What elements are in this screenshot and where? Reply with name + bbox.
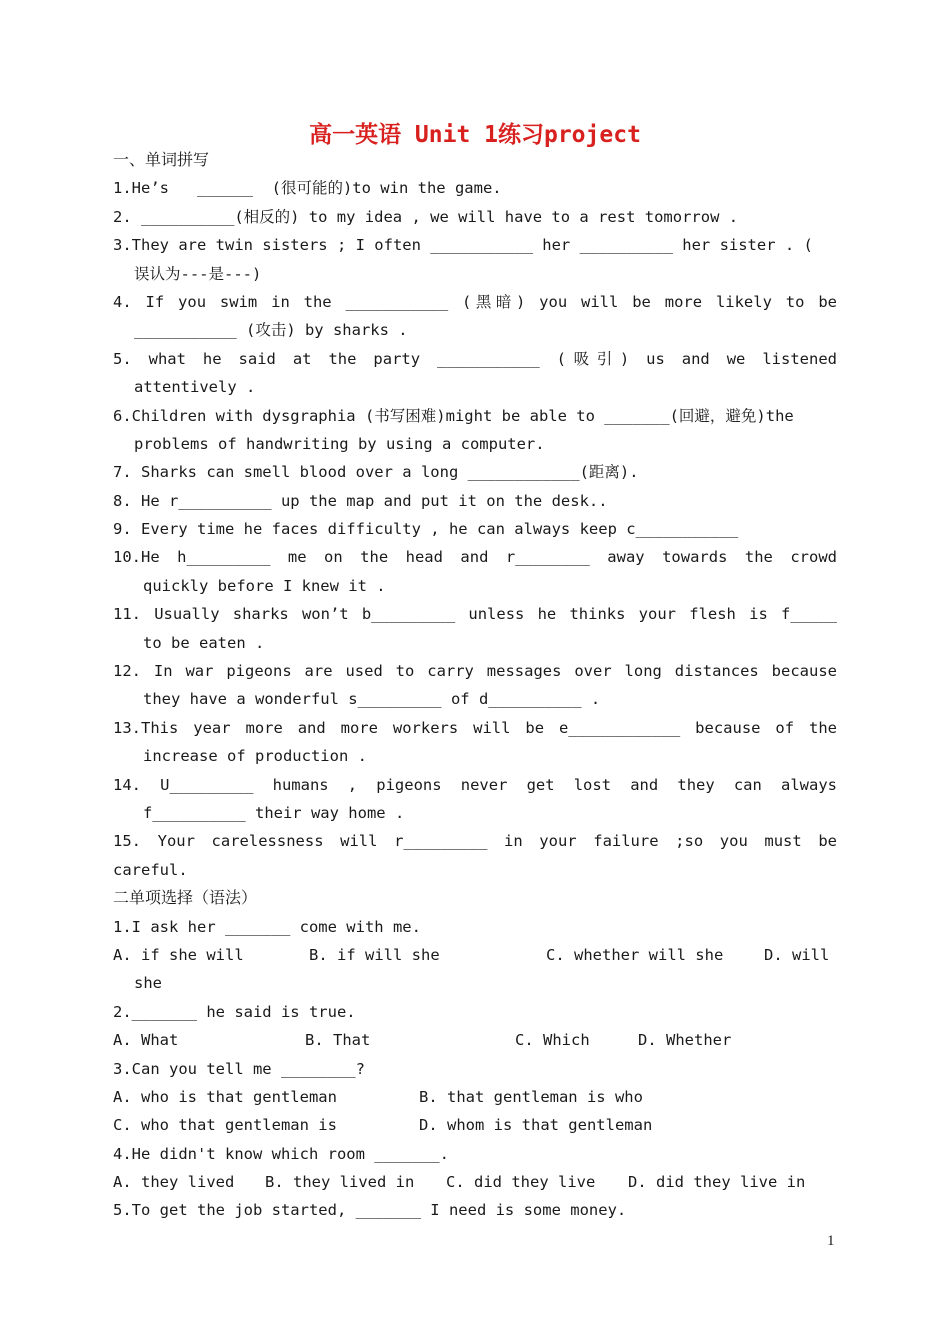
options-row bbox=[113, 941, 837, 969]
question-line: 5. what he said at the party ___________ (吸引) us and we listened bbox=[113, 349, 837, 368]
question-line-continued: to be eaten . bbox=[143, 633, 265, 652]
option-c: C. did they live bbox=[446, 1173, 596, 1192]
option-a: A. who is that gentleman bbox=[113, 1087, 337, 1106]
question-stem: 3.Can you tell me ________? bbox=[113, 1059, 365, 1078]
option-b: B. they lived in bbox=[265, 1173, 415, 1192]
option-d: D. did they live in bbox=[628, 1173, 806, 1192]
question-line: 7. Sharks can smell blood over a long ____________(距离). bbox=[113, 463, 639, 482]
question-line-continued: 误认为---是---) bbox=[134, 264, 262, 283]
option-d: D. Whether bbox=[638, 1031, 732, 1050]
option-b: B. if will she bbox=[309, 945, 440, 964]
question-line: 3.They are twin sisters ; I often ___________ her __________ her sister . ( bbox=[113, 236, 813, 255]
question-stem: 4.He didn't know which room _______. bbox=[113, 1144, 449, 1163]
options-row bbox=[113, 1111, 837, 1139]
question-line: 15. Your carelessness will r_________ in your failure ;so you must be bbox=[113, 832, 837, 851]
options-row bbox=[113, 1026, 837, 1054]
question-line-continued: quickly before I knew it . bbox=[143, 576, 386, 595]
question-line: 13.This year more and more workers will be e____________ because of the bbox=[113, 718, 837, 737]
question-line: 14. U_________ humans , pigeons never get lost and they can always bbox=[113, 775, 837, 794]
option-d: D. will bbox=[764, 945, 830, 964]
question-stem: 5.To get the job started, _______ I need is some money. bbox=[113, 1201, 627, 1220]
question-line-continued: they have a wonderful s_________ of d__________ . bbox=[143, 690, 601, 709]
question-line: 8. He r__________ up the map and put it on the desk.. bbox=[113, 491, 608, 510]
question-line-continued: ___________ (攻击) by sharks . bbox=[134, 321, 408, 340]
question-line: 10.He h_________ me on the head and r________ away towards the crowd bbox=[113, 548, 837, 567]
option-c: C. whether will she bbox=[546, 945, 724, 964]
option-continued: she bbox=[134, 974, 162, 993]
section-heading-grammar: 二单项选择（语法） bbox=[113, 888, 258, 908]
option-a: A. they lived bbox=[113, 1173, 235, 1192]
page-title: 高一英语 Unit 1练习project bbox=[309, 122, 641, 148]
question-line-continued: f__________ their way home . bbox=[143, 803, 405, 822]
question-line-continued: attentively . bbox=[134, 378, 256, 397]
option-c: C. who that gentleman is bbox=[113, 1116, 337, 1135]
section-heading-spelling: 一、单词拼写 bbox=[113, 150, 210, 169]
page-number: 1 bbox=[827, 1233, 835, 1249]
question-line: 9. Every time he faces difficulty , he can always keep c___________ bbox=[113, 520, 739, 539]
options-row bbox=[113, 1168, 837, 1196]
options-row bbox=[113, 1083, 837, 1111]
question-line: 4. If you swim in the ___________ (黑暗) you will be more likely to be bbox=[113, 292, 837, 311]
option-c: C. Which bbox=[515, 1031, 590, 1050]
question-line: 12. In war pigeons are used to carry messages over long distances because bbox=[113, 662, 837, 681]
option-a: A. What bbox=[113, 1031, 179, 1050]
question-line: 2. __________(相反的) to my idea , we will have to a rest tomorrow . bbox=[113, 207, 739, 226]
question-line-continued: increase of production . bbox=[143, 747, 367, 766]
option-b: B. that gentleman is who bbox=[419, 1087, 643, 1106]
question-line: 6.Children with dysgraphia (书写困难)might be able to _______(回避，避免)the bbox=[113, 406, 794, 425]
question-stem: 1.I ask her _______ come with me. bbox=[113, 917, 421, 936]
question-line: 1.He’s ______ (很可能的)to win the game. bbox=[113, 179, 502, 198]
option-a: A. if she will bbox=[113, 945, 244, 964]
question-line-continued: problems of handwriting by using a computer. bbox=[134, 434, 545, 453]
question-line: 11. Usually sharks won’t b_________ unless he thinks your flesh is f_____ bbox=[113, 605, 837, 624]
question-stem: 2._______ he said is true. bbox=[113, 1002, 356, 1021]
question-line-continued: careful. bbox=[113, 860, 188, 879]
option-b: B. That bbox=[305, 1031, 371, 1050]
option-d: D. whom is that gentleman bbox=[419, 1116, 653, 1135]
worksheet-body bbox=[113, 146, 837, 1225]
